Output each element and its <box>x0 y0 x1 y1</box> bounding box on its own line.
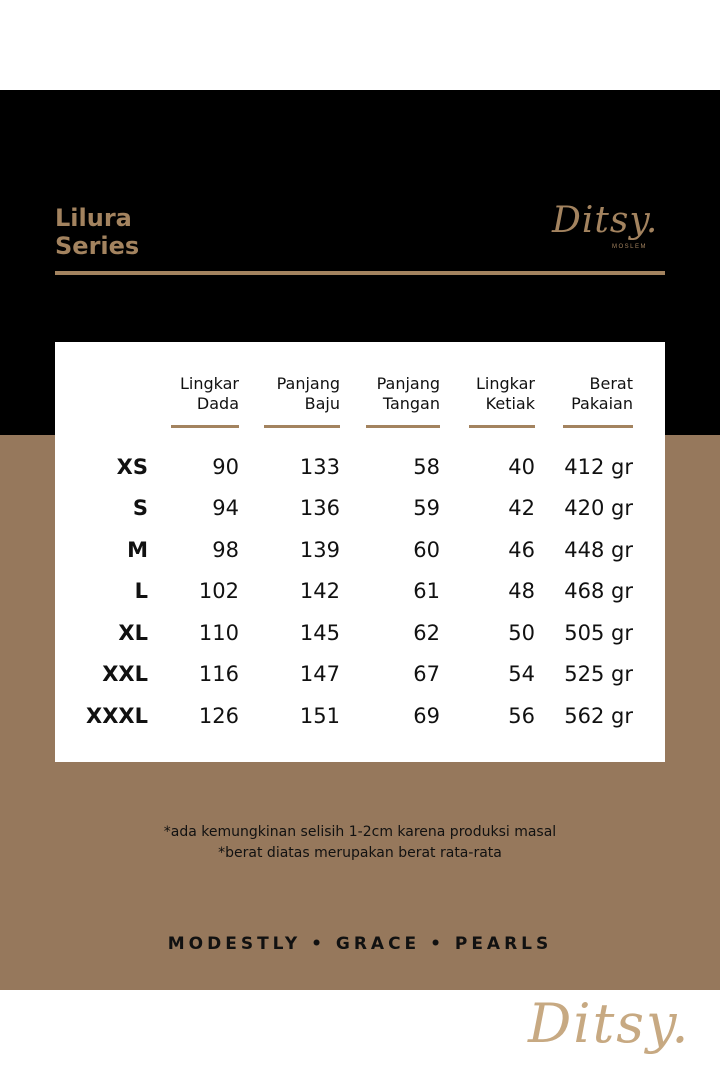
column-header-lingkar-ketiak <box>460 374 535 414</box>
column-header-line2: Tangan <box>382 394 440 413</box>
table-cell: 448 gr <box>564 538 633 562</box>
brand-logo-tagline: MOSLEM <box>612 244 648 250</box>
table-cell: 525 gr <box>564 662 633 686</box>
column-header-line2: Ketiak <box>485 394 535 413</box>
size-label: XXXL <box>86 704 148 728</box>
table-cell: 420 gr <box>564 496 633 520</box>
column-header-line2: Pakaian <box>571 394 633 413</box>
brand-logo <box>546 200 671 260</box>
table-cell: 151 <box>299 704 340 728</box>
table-cell: 59 <box>413 496 440 520</box>
table-cell: 46 <box>508 538 535 562</box>
table-cell: 102 <box>198 579 239 603</box>
size-label: XS <box>116 455 148 479</box>
table-cell: 50 <box>508 621 535 645</box>
size-label: XXL <box>102 662 148 686</box>
column-underline <box>563 425 633 428</box>
column-header-line1: Lingkar <box>179 374 239 393</box>
size-label: S <box>132 496 148 520</box>
table-cell: 147 <box>299 662 340 686</box>
table-cell: 505 gr <box>564 621 633 645</box>
column-header-lingkar-dada <box>167 374 239 414</box>
table-cell: 412 gr <box>564 455 633 479</box>
brand-logo-text: Ditsy. <box>552 200 659 241</box>
table-cell: 136 <box>299 496 340 520</box>
table-cell: 56 <box>508 704 535 728</box>
series-title <box>55 204 139 260</box>
series-title-line2: Series <box>55 232 140 260</box>
table-cell: 60 <box>413 538 440 562</box>
size-label: XL <box>118 621 148 645</box>
column-header-line2: Baju <box>304 394 340 413</box>
note-weight: *berat diatas merupakan berat rata-rata <box>218 845 502 861</box>
table-cell: 40 <box>508 455 535 479</box>
table-cell: 133 <box>299 455 340 479</box>
table-cell: 90 <box>212 455 239 479</box>
table-cell: 126 <box>198 704 239 728</box>
table-cell: 42 <box>508 496 535 520</box>
size-label: M <box>127 538 148 562</box>
table-cell: 98 <box>212 538 239 562</box>
column-header-berat-pakaian <box>555 374 633 414</box>
table-cell: 61 <box>413 579 440 603</box>
table-cell: 48 <box>508 579 535 603</box>
series-title-line1: Lilura <box>55 204 132 232</box>
column-header-panjang-tangan <box>360 374 440 414</box>
table-cell: 54 <box>508 662 535 686</box>
table-cell: 142 <box>299 579 340 603</box>
table-cell: 58 <box>413 455 440 479</box>
table-cell: 110 <box>198 621 239 645</box>
column-header-panjang-baju <box>260 374 340 414</box>
column-header-line2: Dada <box>196 394 239 413</box>
column-header-line1: Panjang <box>376 374 440 393</box>
note-tolerance: *ada kemungkinan selisih 1-2cm karena produksi masal <box>163 824 557 840</box>
brand-motto: MODESTLY • GRACE • PEARLS <box>167 934 553 954</box>
table-cell: 67 <box>413 662 440 686</box>
size-label: L <box>134 579 148 603</box>
table-cell: 139 <box>299 538 340 562</box>
header-divider <box>55 271 665 275</box>
table-cell: 116 <box>198 662 239 686</box>
size-chart-card <box>55 342 665 762</box>
table-cell: 468 gr <box>564 579 633 603</box>
table-cell: 69 <box>413 704 440 728</box>
table-cell: 62 <box>413 621 440 645</box>
column-header-line1: Berat <box>589 374 633 393</box>
column-header-line1: Panjang <box>276 374 340 393</box>
column-underline <box>264 425 340 428</box>
column-underline <box>366 425 440 428</box>
table-cell: 145 <box>299 621 340 645</box>
column-underline <box>171 425 239 428</box>
column-underline <box>469 425 535 428</box>
column-header-line1: Lingkar <box>475 374 535 393</box>
table-cell: 94 <box>212 496 239 520</box>
footer-brand-logo: Ditsy. <box>528 992 691 1055</box>
table-cell: 562 gr <box>564 704 633 728</box>
